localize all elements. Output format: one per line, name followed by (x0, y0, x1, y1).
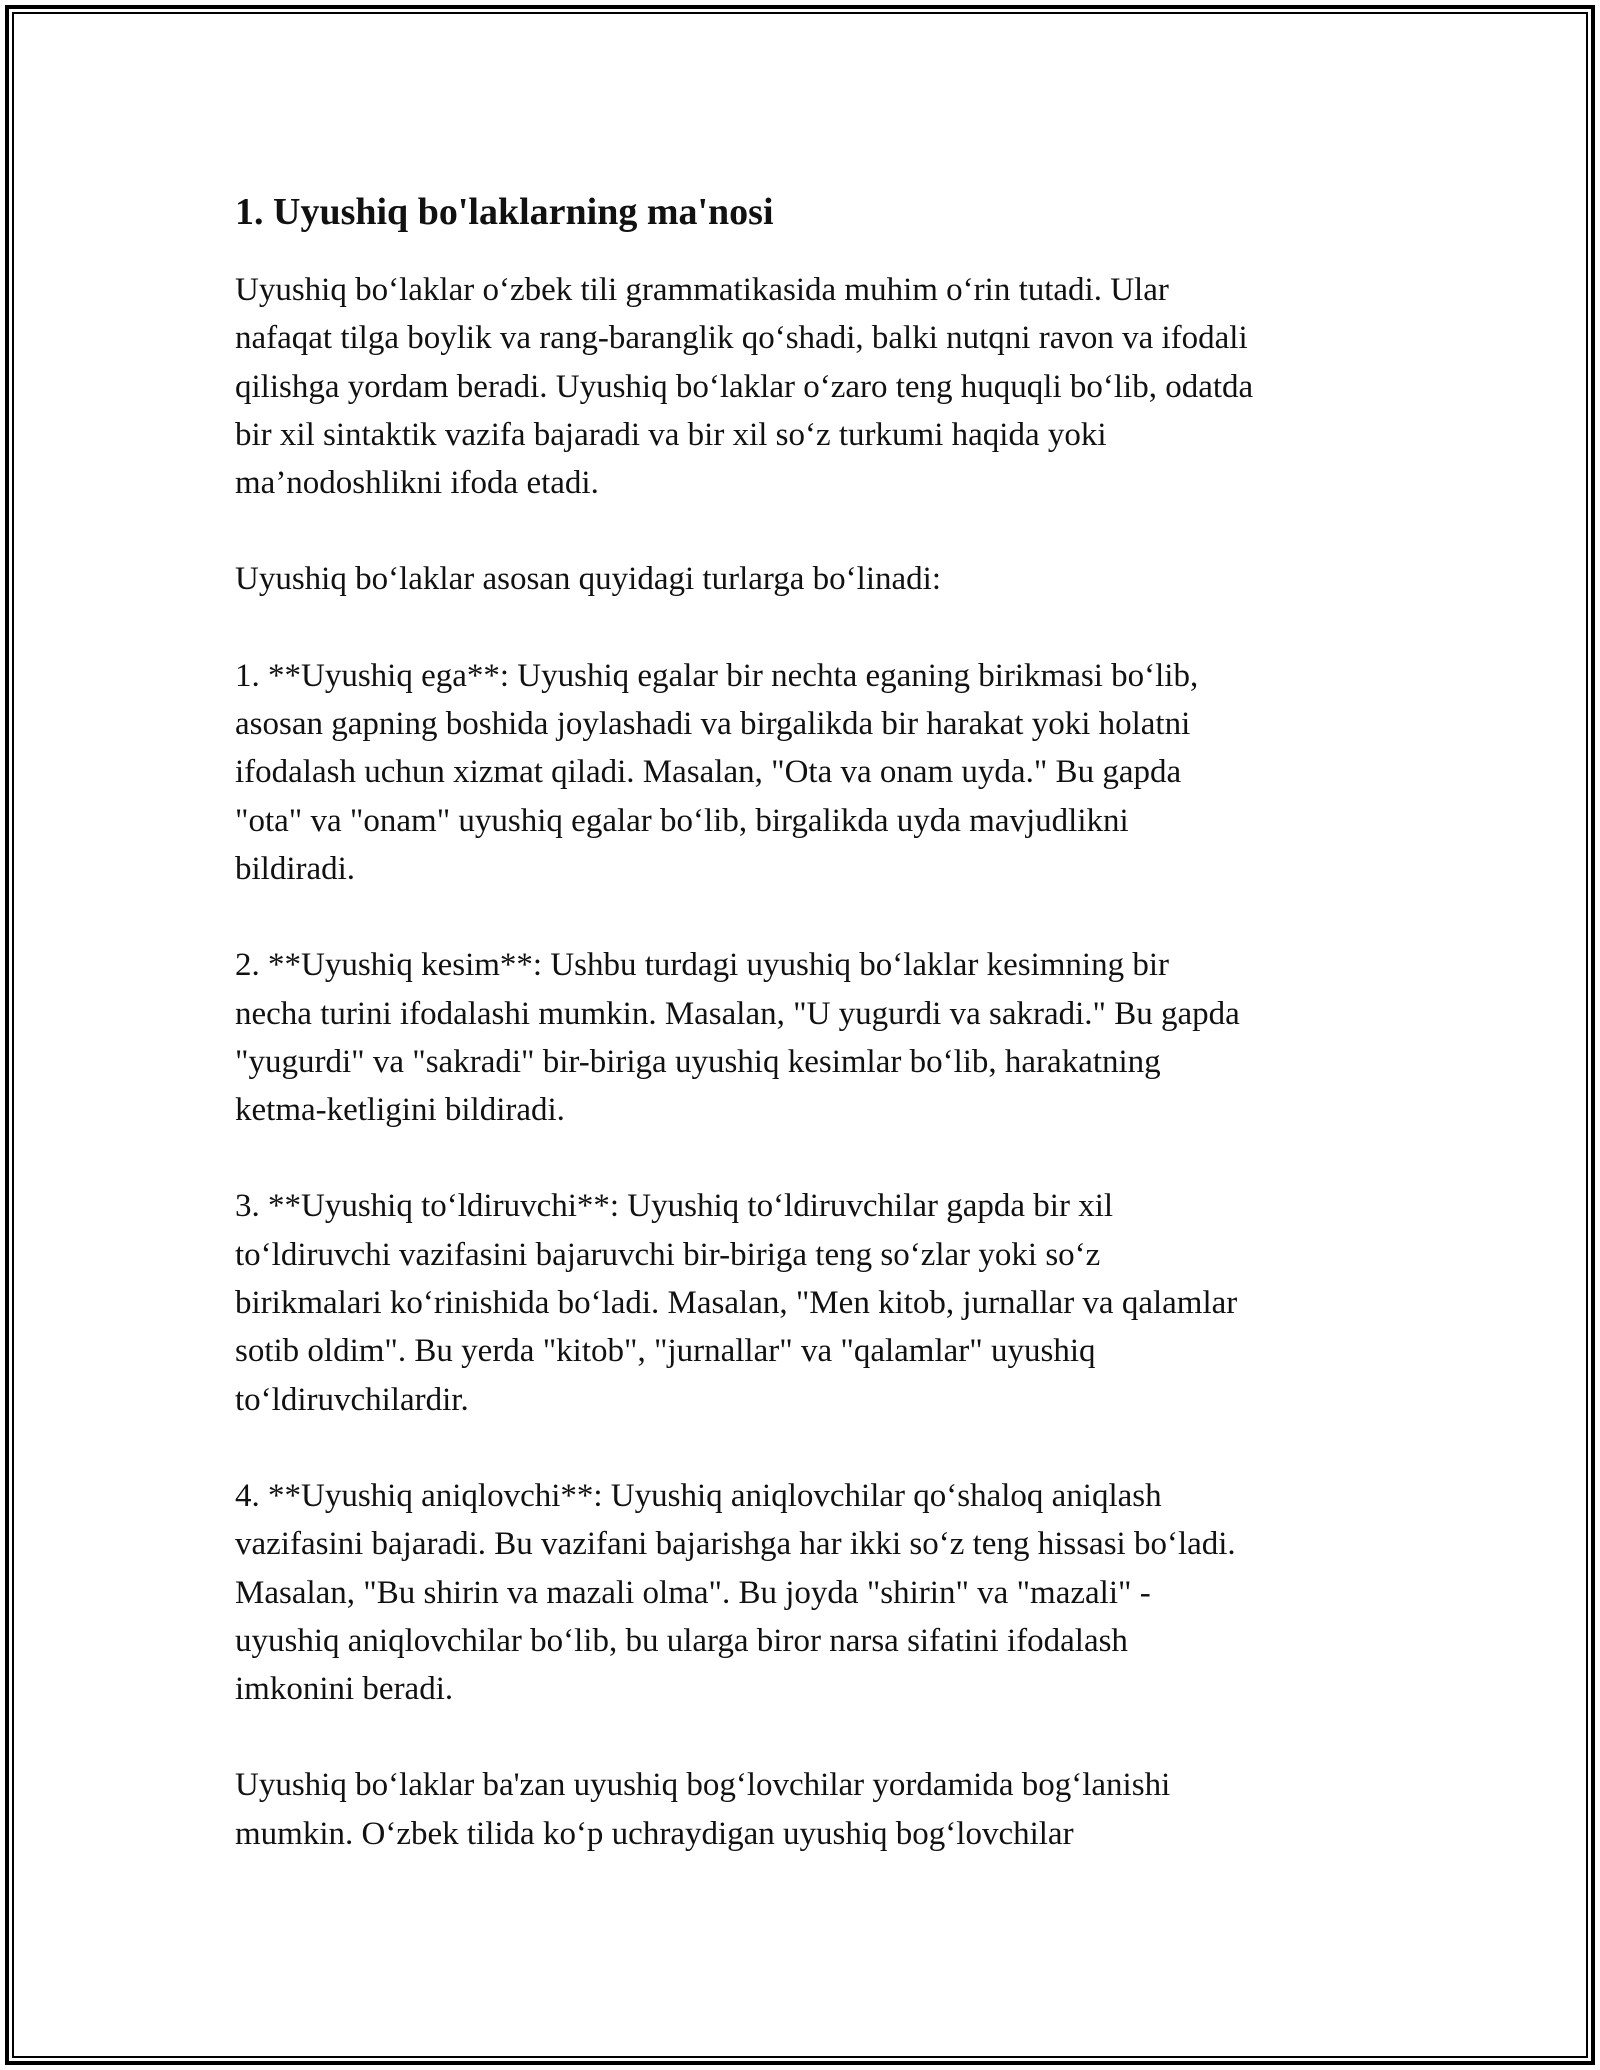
document-body (235, 184, 1375, 1906)
section-heading: 1. Uyushiq bo'laklarning ma'nosi (235, 191, 774, 233)
paragraph-intro: Uyushiq bo‘laklar o‘zbek tili grammatikasida muhim o‘rin tutadi. Ular nafaqat tilga boylik va rang-baranglik qo‘shadi, balki nutqni ravon va ifodali qilishga yordam beradi. Uyushiq bo‘laklar o‘zaro teng huquqli bo‘lib, odatda bir xil sintaktik vazifa bajaradi va bir xil so‘z turkumi haqida yoki ma’nodoshlikni ifoda etadi. (235, 272, 1254, 502)
list-item-uyushiq-toldiruvchi: 3. **Uyushiq to‘ldiruvchi**: Uyushiq to‘ldiruvchilar gapda bir xil to‘ldiruvchi vazifasini bajaruvchi bir-biriga teng so‘zlar yoki so‘z birikmalari ko‘rinishida bo‘ladi. Masalan, "Men kitob, jurnallar va qalamlar sotib oldim". Bu yerda "kitob", "jurnallar" va "qalamlar" uyushiq to‘ldiruvchilardir. (235, 1188, 1238, 1418)
paragraph-conjunctions: Uyushiq bo‘laklar ba'zan uyushiq bog‘lovchilar yordamida bog‘lanishi mumkin. O‘zbek tilida ko‘p uchraydigan uyushiq bog‘lovchilar (235, 1767, 1171, 1852)
list-item-uyushiq-kesim: 2. **Uyushiq kesim**: Ushbu turdagi uyushiq bo‘laklar kesimning bir necha turini ifodalashi mumkin. Masalan, "U yugurdi va sakradi." Bu gapda "yugurdi" va "sakradi" bir-biriga uyushiq kesimlar bo‘lib, harakatning ketma-ketligini bildiradi. (235, 947, 1240, 1129)
paragraph-types-intro: Uyushiq bo‘laklar asosan quyidagi turlarga bo‘linadi: (235, 561, 941, 598)
list-item-uyushiq-aniqlovchi: 4. **Uyushiq aniqlovchi**: Uyushiq aniqlovchilar qo‘shaloq aniqlash vazifasini bajaradi. Bu vazifani bajarishga har ikki so‘z teng hissasi bo‘ladi. Masalan, "Bu shirin va mazali olma". Bu joyda "shirin" va "mazali" - uyushiq aniqlovchilar bo‘lib, bu ularga biror narsa sifatini ifodalash imkonini beradi. (235, 1477, 1236, 1708)
list-item-uyushiq-ega: 1. **Uyushiq ega**: Uyushiq egalar bir nechta eganing birikmasi bo‘lib, asosan gapning boshida joylashadi va birgalikda bir harakat yoki holatni ifodalash uchun xizmat qiladi. Masalan, "Ota va onam uyda." Bu gapda "ota" va "onam" uyushiq egalar bo‘lib, birgalikda uyda mavjudlikni bildiradi. (235, 657, 1199, 887)
